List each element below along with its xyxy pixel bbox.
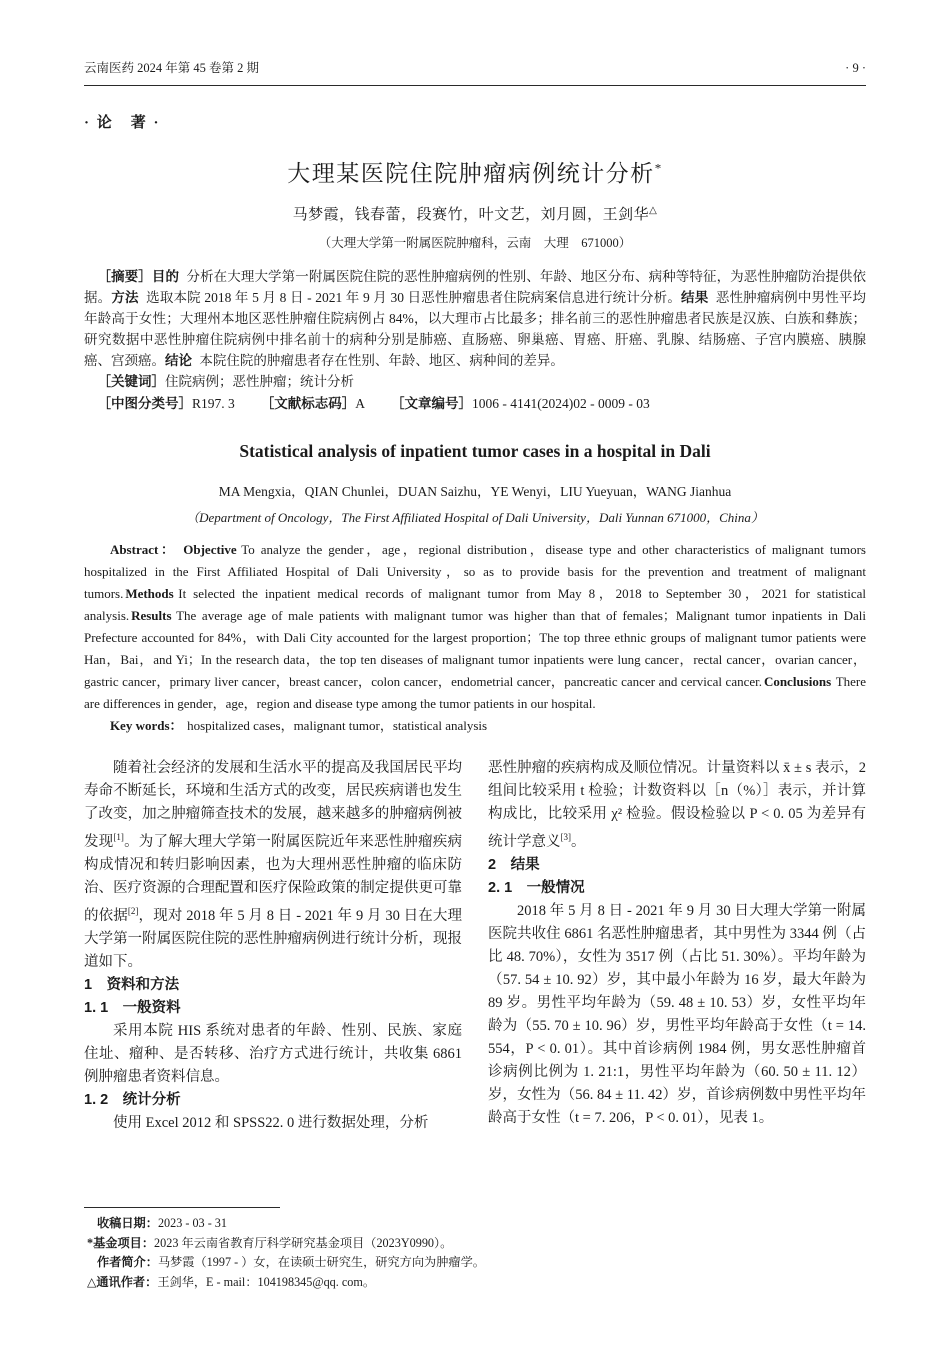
page-header <box>84 58 866 86</box>
results-en-text: The average age of male patients with malignant tumor was higher than that of females；Malignant tumor inpatients in Dali Prefecture accounted for 84%，with Dali City accounted for the largest proportion；The top three ethnic groups of malignant tumor patients were Han，Bai，and Yi；In the research data，the top ten diseases of malignant tumor inpatients were lung cancer，rectal cancer，ovarian cancer，gastric cancer，primary liver cancer，breast cancer，colon cancer，endometrial cancer，pancreatic cancer and cervical cancer. <box>84 608 866 689</box>
title-footnote-marker: * <box>654 160 663 176</box>
keywords-cn-line <box>84 371 866 393</box>
stats-seg-1: 恶性肿瘤的疾病构成及顺位情况。计量资料以 x̄ ± s 表示，2 组间比较采用 t 检验；计数资料以［n（%）］表示，并计算构成比，比较采用 χ² 检验。假设检验以 P < 0. 05 为差异有统计学意义 <box>488 760 866 850</box>
article-id-value: 1006 - 4141(2024)02 - 0009 - 03 <box>472 396 650 411</box>
conclusions-en-label: Conclusions <box>763 674 832 689</box>
heading-statistical-analysis: 1. 2 统计分析 <box>84 1091 181 1108</box>
general-data-paragraph: 采用本院 HIS 系统对患者的年龄、性别、民族、家庭住址、瘤种、是否转移、治疗方式进行统计，共收集 6861 例肿瘤患者资料信息。 <box>84 1022 462 1085</box>
citation-ref-1: [1] <box>113 832 124 842</box>
footnote-fund <box>84 1234 866 1254</box>
keywords-en-label: Key words： <box>109 718 183 733</box>
heading-overview: 2. 1 一般情况 <box>488 879 585 896</box>
author-bio-label: 作者简介： <box>97 1255 158 1269</box>
objective-label: 目的 <box>151 269 180 284</box>
keywords-text: 住院病例；恶性肿瘤；统计分析 <box>165 374 354 389</box>
affiliation-cn: （大理大学第一附属医院肿瘤科，云南 大理 671000） <box>318 236 632 250</box>
article-title-cn <box>84 155 866 188</box>
authors-cn <box>84 203 866 224</box>
doc-code-value: A <box>355 396 366 411</box>
results-label: 结果 <box>681 290 709 305</box>
classification-line <box>84 393 866 415</box>
conclusion-text: 本院住院的肿瘤患者存在性别、年龄、地区、病种间的差异。 <box>199 353 564 368</box>
keywords-label: ［关键词］ <box>97 374 165 389</box>
footnote-author-bio <box>84 1253 866 1273</box>
footnote-corresponding <box>84 1273 866 1293</box>
footnote-received <box>84 1214 866 1234</box>
abstract-label: ［摘要］ <box>97 269 152 284</box>
intro-seg-3: ，现对 2018 年 5 月 8 日 - 2021 年 9 月 30 日在大理大学第一附属医院住院的恶性肿瘤病例进行统计分析，现报道如下。 <box>84 907 463 970</box>
keywords-en-line <box>84 715 866 737</box>
abstract-en-label: Abstract： <box>109 542 177 557</box>
doc-code-group <box>261 396 365 411</box>
authors-en: MA Mengxia，QIAN Chunlei，DUAN Saizhu，YE Wenyi，LIU Yueyuan，WANG Jianhua <box>218 484 732 499</box>
results-en-label: Results <box>131 608 172 623</box>
page-number: · 9 · <box>845 61 866 75</box>
methods-text: 选取本院 2018 年 5 月 8 日 - 2021 年 9 月 30 日恶性肿瘤患者住院病案信息进行统计分析。 <box>146 290 682 305</box>
footnotes <box>84 1207 866 1292</box>
received-date-label: 收稿日期： <box>97 1216 158 1230</box>
abstract-cn <box>84 266 866 371</box>
conclusion-label: 结论 <box>165 353 192 368</box>
author-bio-text: 马梦霞（1997 - ）女，在读硕士研究生，研究方向为肿瘤学。 <box>157 1255 485 1269</box>
keywords-en-text: hospitalized cases，malignant tumor，statistical analysis <box>187 718 488 733</box>
corresponding-author-text: 王剑华，E - mail：104198345@qq. com。 <box>157 1274 376 1289</box>
section-label: · 论 著 · <box>84 115 161 131</box>
right-column <box>488 757 866 1135</box>
objective-en-label: Objective <box>183 542 237 557</box>
affiliation-en: （Department of Oncology，The First Affiliated Hospital of Dali University，Dali Yunnan 671000，China） <box>186 510 764 525</box>
objective-en-text: To analyze the gender，age，regional distribution，disease type and other characteristics of malignant tumors hospitalized in the First Affiliated Hospital of Dali University，so as to provide basis for the prevention and treatment of malignant tumors. <box>84 542 866 601</box>
article-title-text: 大理某医院住院肿瘤病例统计分析 <box>287 161 655 186</box>
left-column <box>84 757 462 1135</box>
citation-ref-3: [3] <box>560 832 571 842</box>
clc-label: ［中图分类号］ <box>97 396 192 411</box>
objective-text: 分析在大理大学第一附属医院住院的恶性肿瘤病例的性别、年龄、地区分布、病种等特征，为恶性肿瘤防治提供依据。 <box>84 269 867 305</box>
abstract-en <box>84 539 866 715</box>
conclusions-en-text: There are differences in gender，age，region and disease type among the tumor patients in our hospital. <box>84 674 866 711</box>
received-date-value: 2023 - 03 - 31 <box>157 1216 227 1230</box>
article-id-group <box>391 396 650 411</box>
heading-methods: 1 资料和方法 <box>84 976 180 993</box>
corresponding-author-marker: △ <box>649 205 658 216</box>
intro-seg-2: 。为了解大理大学第一附属医院近年来恶性肿瘤疾病构成情况和转归影响因素，也为大理州恶性肿瘤的临床防治、医疗资源的合理配置和医疗保险政策的制定提供更可靠的依据 <box>84 833 463 924</box>
footnote-divider <box>84 1207 280 1208</box>
doc-code-label: ［文献标志码］ <box>260 396 356 411</box>
heading-general-data: 1. 1 一般资料 <box>84 999 181 1016</box>
stats-seg-2: 。 <box>571 833 586 850</box>
fund-text: 2023 年云南省教育厅科学研究基金项目（2023Y0990）。 <box>154 1235 453 1250</box>
methods-label: 方法 <box>111 290 139 305</box>
authors-names: 马梦霞，钱春蕾，段赛竹，叶文艺，刘月圆，王剑华 <box>292 207 650 223</box>
stats-paragraph-left: 使用 Excel 2012 和 SPSS22. 0 进行数据处理，分析 <box>113 1114 429 1131</box>
stats-paragraph-continued <box>488 757 866 854</box>
citation-ref-2: [2] <box>127 905 139 916</box>
fund-label: *基金项目： <box>87 1235 155 1250</box>
article-title-en: Statistical analysis of inpatient tumor cases in a hospital in Dali <box>239 441 711 461</box>
clc-value: R197. 3 <box>192 396 235 411</box>
clc-group <box>98 396 235 411</box>
intro-seg-1: 随着社会经济的发展和生活水平的提高及我国居民平均寿命不断延长，环境和生活方式的改变，居民疾病谱也发生了改变，加之肿瘤筛查技术的发展，越来越多的肿瘤病例被发现 <box>84 760 462 850</box>
corresponding-author-label: △通讯作者： <box>87 1274 158 1289</box>
results-text: 恶性肿瘤病例中男性平均年龄高于女性；大理州本地区恶性肿瘤住院病例占 84%，以大理市占比最多；排名前三的恶性肿瘤患者民族是汉族、白族和彝族；研究数据中恶性肿瘤住院病例中排名前十的病种分别是肺癌、直肠癌、卵巢癌、胃癌、肝癌、乳腺、结肠癌、子宫内膜癌、胰腺癌、宫颈癌。 <box>84 290 867 368</box>
overview-paragraph: 2018 年 5 月 8 日 - 2021 年 9 月 30 日大理大学第一附属医院共收住 6861 名恶性肿瘤患者，其中男性为 3344 例（占比 48. 70%），女性为 3517 例（占比 51. 30%）。平均年龄为（57. 54 ± 10. 92）岁，其中最小年龄为 16 岁，最大年龄为 89 岁。男性平均年龄为（59. 48 ± 10. 53）岁，女性平均年龄为（55. 70 ± 10. 96）岁，男性平均年龄高于女性（t = 14. 554，P < 0. 01）。其中首诊病例 1984 例，男女恶性肿瘤首诊病例比例为 1. 21:1，男性平均年龄为（60. 50 ± 11. 12）岁，女性为（56. 84 ± 11. 42）岁，首诊病例数中男性平均年龄高于女性（t = 7. 206，P < 0. 01），见表 1。 <box>488 902 866 1126</box>
journal-issue: 云南医药 2024 年第 45 卷第 2 期 <box>84 61 260 75</box>
methods-en-label: Methods <box>125 586 174 601</box>
article-id-label: ［文章编号］ <box>391 396 473 411</box>
article-body <box>84 757 866 1135</box>
intro-paragraph <box>84 757 462 974</box>
heading-results: 2 结果 <box>488 856 540 873</box>
methods-en-text: It selected the inpatient medical records of malignant tumor from May 8，2018 to September 30，2021 for statistical analysis. <box>84 586 866 623</box>
